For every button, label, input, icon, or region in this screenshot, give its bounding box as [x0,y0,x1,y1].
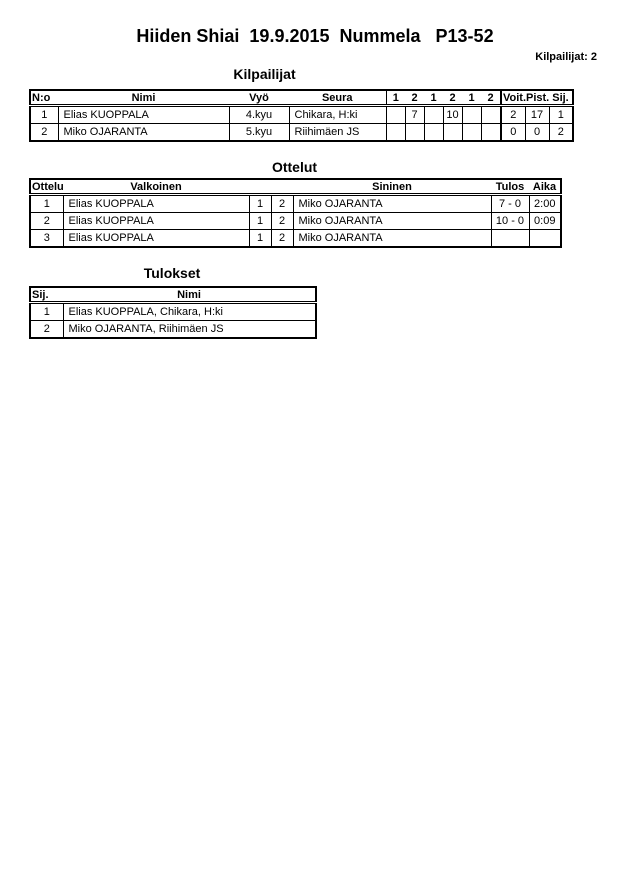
section-title-kilpailijat: Kilpailijat [233,66,296,82]
col-header-vyo: Vyö [229,90,289,106]
cell-voit: 0 [501,124,525,142]
col-header-seura: Seura [289,90,386,106]
cell-vyo: 4.kyu [229,106,289,124]
kilpailijat-header-row [30,90,573,106]
cell-white-no: 1 [249,195,271,213]
cell-pist: 17 [525,106,549,124]
cell-score [481,124,501,142]
cell-white-no: 1 [249,213,271,230]
ottelut-row [30,213,561,230]
cell-nimi: Miko OJARANTA, Riihimäen JS [63,321,316,339]
cell-nimi: Elias KUOPPALA, Chikara, H:ki [63,303,316,321]
cell-pist: 0 [525,124,549,142]
cell-tulos: 10 - 0 [491,213,529,230]
section-title-ottelut: Ottelut [271,159,318,175]
cell-aika [529,230,561,248]
cell-sininen: Miko OJARANTA [293,195,491,213]
cell-valkoinen: Elias KUOPPALA [63,213,249,230]
col-header-voit: Voit. [503,91,527,104]
section-title-tulokset: Tulokset [143,265,201,281]
cell-score [462,106,481,124]
col-header-score-3: 1 [424,90,443,106]
cell-no: 1 [30,106,58,124]
cell-sij: 1 [30,303,63,321]
ottelut-table [29,178,562,248]
cell-no: 2 [30,124,58,142]
cell-sininen: Miko OJARANTA [293,213,491,230]
cell-score [424,106,443,124]
cell-sij: 2 [30,321,63,339]
cell-valkoinen: Elias KUOPPALA [63,230,249,248]
cell-tulos [491,230,529,248]
tulokset-row [30,303,316,321]
tulokset-header-row [30,287,316,303]
cell-aika: 0:09 [529,213,561,230]
cell-score [424,124,443,142]
ottelut-header-row [30,179,561,195]
cell-sij: 2 [549,124,573,142]
col-header-nimi: Nimi [63,287,316,303]
cell-blue-no: 2 [271,213,293,230]
cell-score [386,106,405,124]
page-title: Hiiden Shiai 19.9.2015 Nummela P13-52 [136,26,494,46]
col-header-sij: Sij. [549,90,573,106]
col-header-white-no [249,179,271,195]
col-header-sininen: Sininen [293,179,491,195]
cell-match-no: 3 [30,230,63,248]
cell-valkoinen: Elias KUOPPALA [63,195,249,213]
col-header-pist: Pist. [526,91,550,104]
cell-sininen: Miko OJARANTA [293,230,491,248]
col-header-score-5: 1 [462,90,481,106]
col-header-score-6: 2 [481,90,501,106]
col-header-score-4: 2 [443,90,462,106]
col-header-nimi: Nimi [58,90,229,106]
cell-score [481,106,501,124]
cell-voit: 2 [501,106,525,124]
col-header-score-2: 2 [405,90,424,106]
cell-tulos: 7 - 0 [491,195,529,213]
competitors-count-label: Kilpailijat: 2 [535,51,597,63]
tulokset-row [30,321,316,339]
col-header-aika: Aika [529,179,561,195]
cell-nimi: Miko OJARANTA [58,124,229,142]
cell-vyo: 5.kyu [229,124,289,142]
cell-score: 7 [405,106,424,124]
col-header-blue-no [271,179,293,195]
cell-white-no: 1 [249,230,271,248]
cell-sij: 1 [549,106,573,124]
cell-blue-no: 2 [271,230,293,248]
cell-blue-no: 2 [271,195,293,213]
cell-score [443,124,462,142]
col-header-tulos: Tulos [491,179,529,195]
cell-aika: 2:00 [529,195,561,213]
col-header-no: N:o [30,90,58,106]
cell-score: 10 [443,106,462,124]
cell-score [405,124,424,142]
tulokset-table [29,286,317,339]
cell-score [386,124,405,142]
col-header-score-1: 1 [386,90,405,106]
ottelut-row [30,230,561,248]
col-header-valkoinen: Valkoinen [63,179,249,195]
kilpailijat-table [29,89,574,142]
col-header-sij: Sij. [30,287,63,303]
cell-match-no: 1 [30,195,63,213]
cell-seura: Chikara, H:ki [289,106,386,124]
cell-score [462,124,481,142]
kilpailijat-row [30,106,573,124]
kilpailijat-row [30,124,573,142]
col-header-ottelu: Ottelu [32,180,64,193]
cell-match-no: 2 [30,213,63,230]
ottelut-row [30,195,561,213]
cell-seura: Riihimäen JS [289,124,386,142]
cell-nimi: Elias KUOPPALA [58,106,229,124]
